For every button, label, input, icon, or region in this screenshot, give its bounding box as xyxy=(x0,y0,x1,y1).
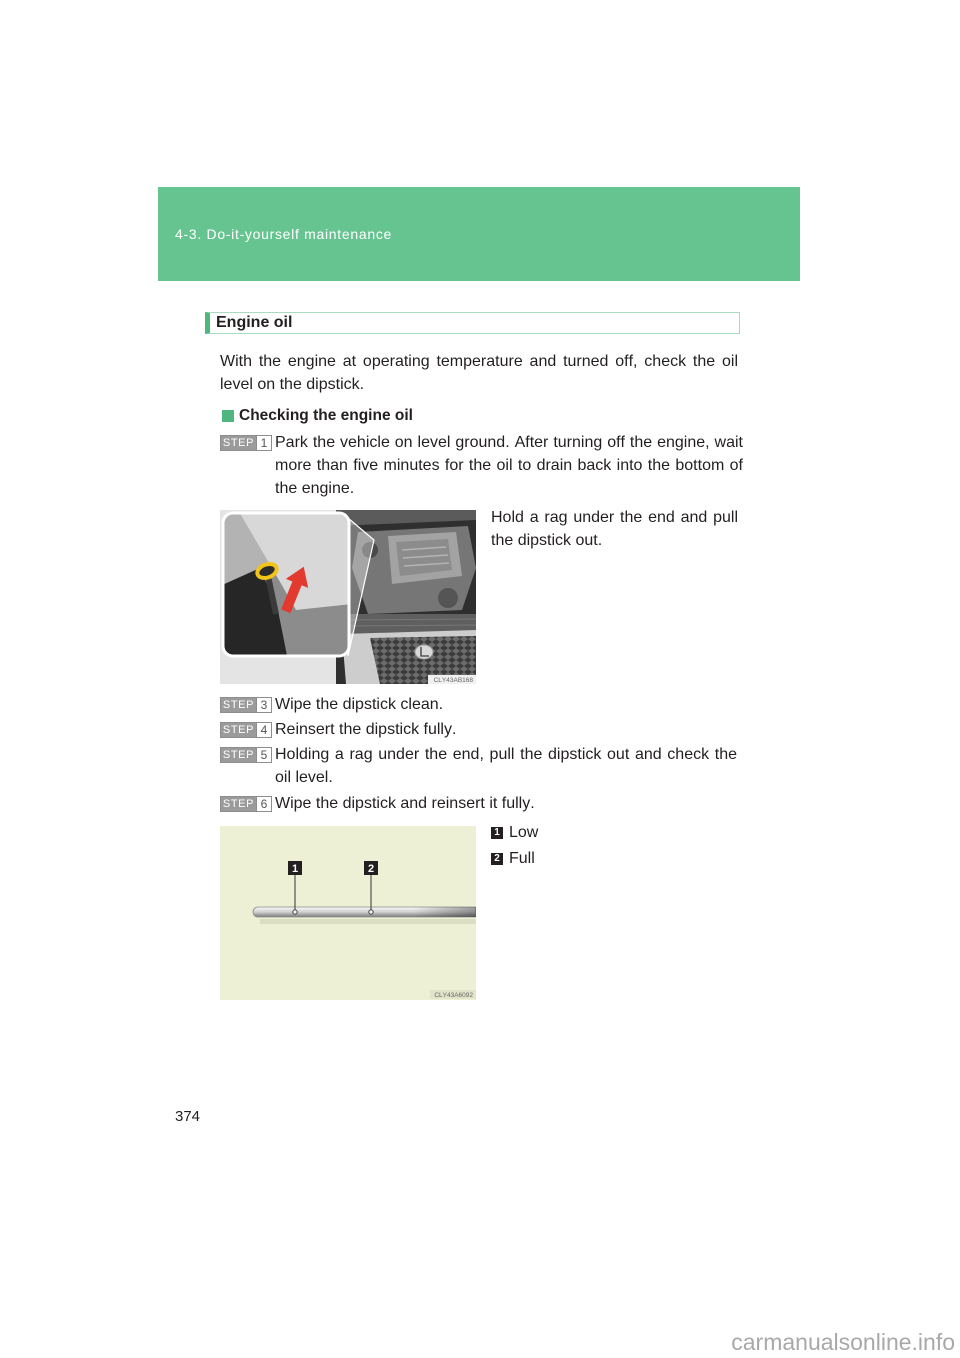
step-badge-word: STEP xyxy=(222,699,255,711)
step-badge-number: 3 xyxy=(256,698,271,712)
low-marker-number: 1 xyxy=(291,863,299,875)
emblem-icon xyxy=(415,645,433,659)
legend-label: Low xyxy=(509,824,539,841)
legend-item-full xyxy=(491,847,535,870)
step-5-text: Holding a rag under the end, pull the dipstick out and check the oil level. xyxy=(275,746,737,786)
step-badge-number: 6 xyxy=(256,797,271,811)
step-badge-3 xyxy=(220,697,272,713)
step-badge-number: 4 xyxy=(256,723,271,737)
figure-code: CLY43A6092 xyxy=(434,992,473,999)
step-badge-number: 1 xyxy=(256,436,271,450)
engine-compartment-figure xyxy=(220,510,476,684)
step-3-text: Wipe the dipstick clean. xyxy=(275,696,444,713)
section-title: Engine oil xyxy=(216,314,293,331)
step-badge-word: STEP xyxy=(222,749,255,761)
subsection-heading xyxy=(222,404,413,427)
chapter-header-band xyxy=(158,187,800,281)
chapter-section-title: 4-3. Do-it-yourself maintenance xyxy=(175,226,393,242)
zoom-inset xyxy=(220,510,352,660)
legend-marker: 1 xyxy=(491,827,503,839)
low-level-hole xyxy=(293,910,297,914)
figure-code: CLY43AB168 xyxy=(433,677,473,684)
section-heading xyxy=(205,312,740,334)
watermark: carmanualsonline.info xyxy=(731,1329,955,1355)
step-badge-5 xyxy=(220,747,272,763)
dipstick-shadow xyxy=(260,919,476,924)
legend-marker: 2 xyxy=(491,853,503,865)
dipstick-blade-shading xyxy=(253,907,476,917)
step-6-text: Wipe the dipstick and reinsert it fully. xyxy=(275,795,535,812)
step-badge-word: STEP xyxy=(222,437,255,449)
square-bullet-icon xyxy=(222,410,234,422)
full-level-hole xyxy=(369,910,373,914)
legend-item-low xyxy=(491,821,538,844)
step-badge-6 xyxy=(220,796,272,812)
page-number: 374 xyxy=(175,1108,201,1125)
step-badge-word: STEP xyxy=(222,724,255,736)
step-badge-4 xyxy=(220,722,272,738)
step-2-text: Hold a rag under the end and pull the dipstick out. xyxy=(491,509,738,549)
step-1-text: Park the vehicle on level ground. After turning off the engine, wait more than five minutes for the oil to drain back into the bottom of the engine. xyxy=(275,434,743,497)
section-intro: With the engine at operating temperature and turned off, check the oil level on the dipstick. xyxy=(220,353,738,393)
legend-label: Full xyxy=(509,850,535,867)
engine-component xyxy=(438,588,458,608)
step-4-text: Reinsert the dipstick fully. xyxy=(275,721,457,738)
dipstick-figure xyxy=(220,826,476,1000)
full-marker-number: 2 xyxy=(367,863,375,875)
subsection-title: Checking the engine oil xyxy=(239,407,413,424)
step-badge-1 xyxy=(220,435,272,451)
step-badge-word: STEP xyxy=(222,798,255,810)
step-badge-number: 5 xyxy=(256,748,271,762)
